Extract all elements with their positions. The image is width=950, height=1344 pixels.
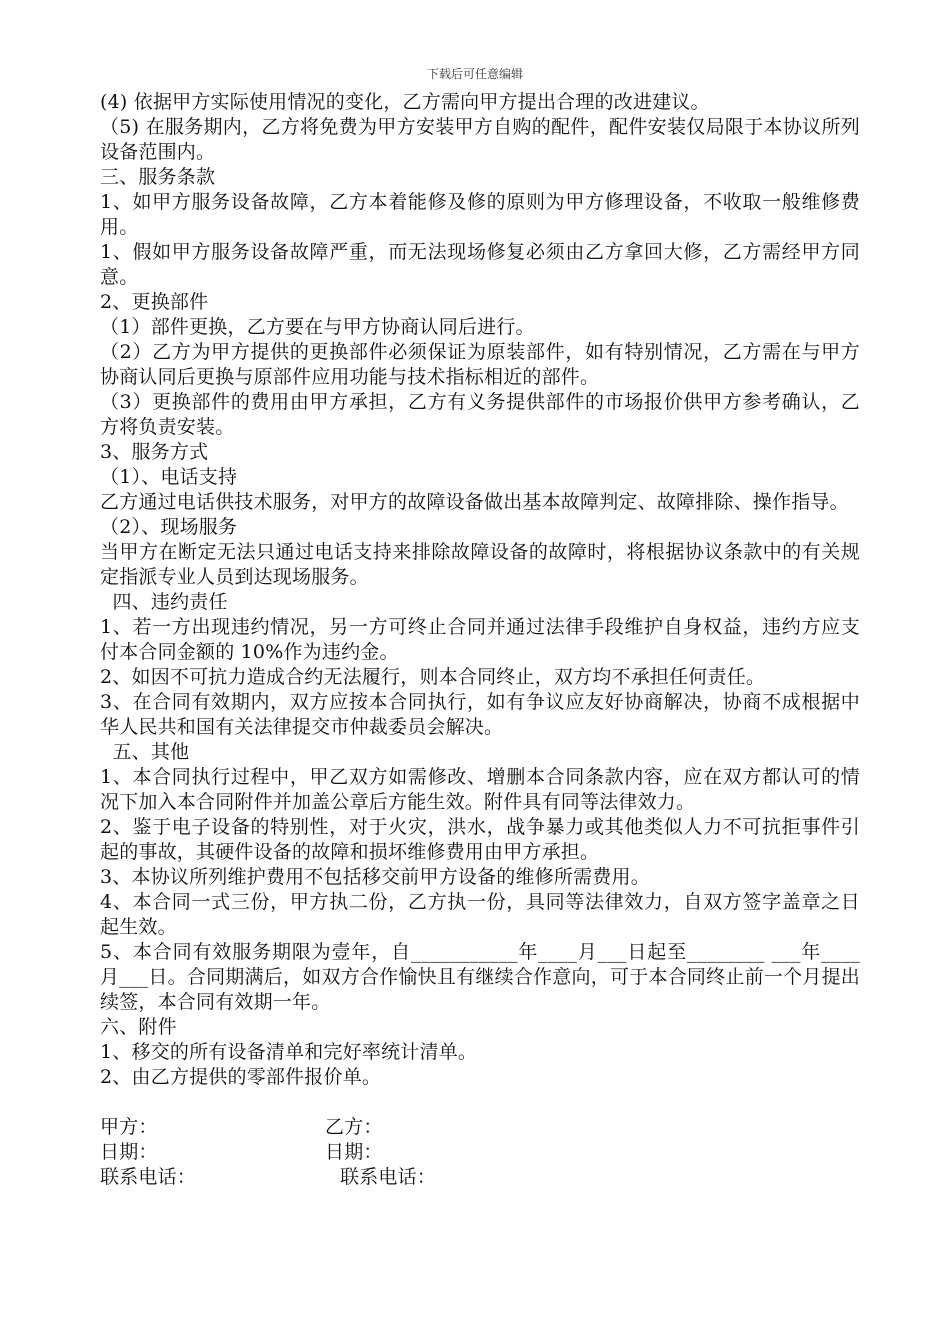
paragraph-improvement-suggestion: (4) 依据甲方实际使用情况的变化，乙方需向甲方提出合理的改进建议。 [100,91,710,113]
paragraph-breach: 1、若一方出现违约情况，另一方可终止合同并通过法律手段维护自身权益，违约方应支付本合同金额的 10%作为违约金。 [100,616,860,663]
phone-a-label: 联系电话： [100,1166,197,1188]
spacer [100,1090,860,1115]
paragraph-force-majeure: 2、如因不可抗力造成合约无法履行，则本合同终止，双方均不承担任何责任。 [100,666,766,688]
paragraph-phone-support: 乙方通过电话供技术服务，对甲方的故障设备做出基本故障判定、故障排除、操作指导。 [100,491,849,513]
paragraph-equipment-list: 1、移交的所有设备清单和完好率统计清单。 [100,1041,478,1063]
page-header: 下载后可任意编辑 [426,67,523,81]
subheading-onsite-service: （2）、现场服务 [100,516,238,538]
paragraph-free-installation: （5) 在服务期内，乙方将免费为甲方安装甲方自购的配件，配件安装仅局限于本协议所列设备范围内。 [100,116,860,163]
paragraph-onsite-service: 当甲方在断定无法只通过电话支持来排除故障设备的故障时，将根据协议条款中的有关规定指派专业人员到达现场服务。 [100,541,860,588]
phone-b-label: 联系电话： [340,1166,437,1188]
paragraph-term: 5、本合同有效服务期限为壹年，自___________年____月___日起至________ ___年____月___日。合同期满后，如双方合作愉快且有继续合作意向，可于本合同终止前一个月提出续签，本合同有效期一年。 [100,941,860,1013]
document-body [100,90,860,1190]
paragraph-original-parts: （2）乙方为甲方提供的更换部件必须保证为原装部件，如有特别情况，乙方需在与甲方协商认同后更换与原部件应用功能与技术指标相近的部件。 [100,341,860,388]
section-heading-service-terms: 三、服务条款 [100,166,216,188]
paragraph-fee-exclusion: 3、本协议所列维护费用不包括移交前甲方设备的维修所需费用。 [100,866,650,888]
paragraph-disaster: 2、鉴于电子设备的特别性，对于火灾，洪水，战争暴力或其他类似人力不可抗拒事件引起的事故，其硬件设备的故障和损坏维修费用由甲方承担。 [100,816,860,863]
section-heading-liability: 四、违约责任 [100,591,228,613]
section-heading-other: 五、其他 [100,741,190,763]
paragraph-copies: 4、本合同一式三份，甲方执二份，乙方执一份，具同等法律效力，自双方签字盖章之日起生效。 [100,891,860,938]
signature-phone-row [100,1165,860,1190]
section-heading-attachments: 六、附件 [100,1016,177,1038]
date-a-label: 日期： [100,1141,158,1163]
paragraph-dispute: 3、在合同有效期内，双方应按本合同执行，如有争议应友好协商解决，协商不成根据中华人民共和国有关法律提交市仲裁委员会解决。 [100,691,860,738]
subheading-phone-support: （1）、电话支持 [100,466,238,488]
paragraph-major-repair: 1、假如甲方服务设备故障严重，而无法现场修复必须由乙方拿回大修，乙方需经甲方同意。 [100,241,860,288]
paragraph-price-list: 2、由乙方提供的零部件报价单。 [100,1066,382,1088]
paragraph-parts-cost: （3）更换部件的费用由甲方承担，乙方有义务提供部件的市场报价供甲方参考确认，乙方将负责安装。 [100,391,860,438]
paragraph-repair-principle: 1、如甲方服务设备故障，乙方本着能修及修的原则为甲方修理设备，不收取一般维修费用。 [100,191,860,238]
party-b-label: 乙方： [325,1116,383,1138]
date-b-label: 日期： [325,1141,383,1163]
signature-party-row [100,1115,860,1140]
paragraph-parts-replacement: （1）部件更换，乙方要在与甲方协商认同后进行。 [100,316,535,338]
subheading-service-mode: 3、服务方式 [100,441,209,463]
party-a-label: 甲方： [100,1116,158,1138]
paragraph-amendment: 1、本合同执行过程中，甲乙双方如需修改、增删本合同条款内容，应在双方都认可的情况下加入本合同附件并加盖公章后方能生效。附件具有同等法律效力。 [100,766,860,813]
signature-date-row [100,1140,860,1165]
subheading-replace-parts: 2、更换部件 [100,291,209,313]
